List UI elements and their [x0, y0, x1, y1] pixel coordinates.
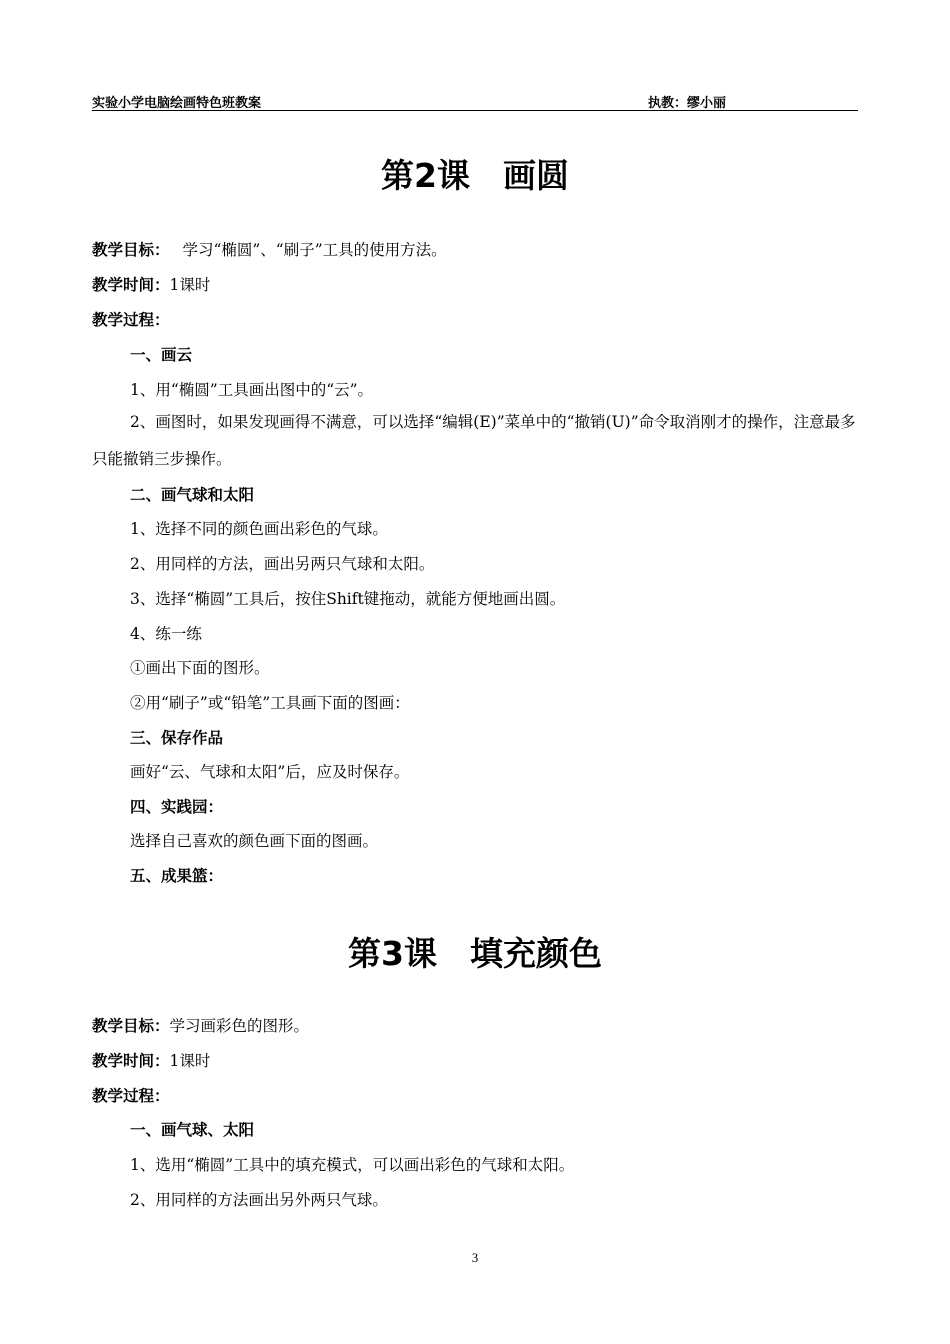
- paragraph: ①画出下面的图形。: [130, 659, 270, 677]
- paragraph: 2、用同样的方法画出另外两只气球。: [130, 1191, 388, 1209]
- paragraph: ②用“刷子”或“铅笔”工具画下面的图画：: [130, 694, 410, 712]
- paragraph: 4、练一练: [130, 625, 202, 643]
- page-header: [92, 90, 858, 111]
- header-teacher: 执教：缪小丽: [648, 96, 727, 111]
- time-text: 1课时: [169, 276, 211, 294]
- goal-label: 教学目标：: [92, 241, 170, 259]
- time-text: 1课时: [169, 1052, 211, 1070]
- lesson-2-goal: [92, 240, 447, 260]
- page-number: 3: [471, 1250, 479, 1265]
- lesson-3-goal: [92, 1016, 309, 1036]
- section-title: 一、画气球、太阳: [130, 1121, 255, 1139]
- paragraph: 3、选择“椭圆”工具后，按住Shift键拖动，就能方便地画出圆。: [130, 590, 566, 608]
- goal-text: 学习“椭圆”、“刷子”工具的使用方法。: [182, 241, 447, 259]
- lesson-3-title: 第3课 填充颜色: [348, 934, 602, 973]
- lesson-2-title: 第2课 画圆: [381, 156, 569, 195]
- section-title: 四、实践园：: [130, 798, 224, 816]
- section-title: 二、画气球和太阳: [130, 486, 255, 504]
- paragraph: 2、画图时，如果发现画得不满意，可以选择“编辑(E)”菜单中的“撤销(U)”命令取消刚才的操作，注意最多只能撤销三步操作。: [92, 413, 856, 468]
- goal-label: 教学目标：: [92, 1017, 170, 1035]
- paragraph: 2、用同样的方法，画出另两只气球和太阳。: [130, 555, 435, 573]
- time-label: 教学时间：: [92, 1052, 170, 1070]
- paragraph: 1、选用“椭圆”工具中的填充模式，可以画出彩色的气球和太阳。: [130, 1156, 575, 1174]
- paragraph: 选择自己喜欢的颜色画下面的图画。: [130, 832, 379, 850]
- header-school-title: 实验小学电脑绘画特色班教案: [92, 96, 262, 111]
- paragraph: 1、用“椭圆”工具画出图中的“云”。: [130, 381, 374, 399]
- section-title: 一、画云: [130, 346, 193, 364]
- section-title: 五、成果篮：: [130, 867, 224, 885]
- paragraph: 1、选择不同的颜色画出彩色的气球。: [130, 520, 388, 538]
- lesson-3-process-label: 教学过程：: [92, 1087, 170, 1105]
- paragraph: 画好“云、气球和太阳”后，应及时保存。: [130, 763, 410, 781]
- lesson-2-process-label: 教学过程：: [92, 311, 170, 329]
- goal-text: 学习画彩色的图形。: [169, 1017, 310, 1035]
- time-label: 教学时间：: [92, 276, 170, 294]
- section-title: 三、保存作品: [130, 729, 224, 747]
- lesson-2-time: [92, 275, 210, 295]
- lesson-3-time: [92, 1051, 210, 1071]
